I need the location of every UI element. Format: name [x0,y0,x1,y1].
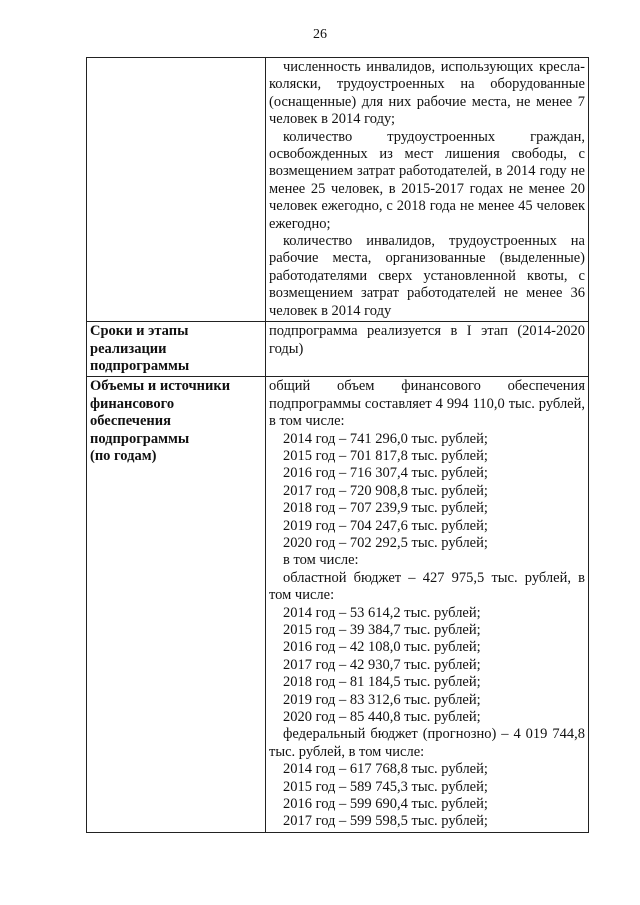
funding-year-line: 2020 год – 85 440,8 тыс. рублей; [283,709,481,726]
row-label-text: Объемы и источники финансового обеспечения подпрограммы (по годам) [90,378,231,464]
timeline-cell [266,322,589,377]
funding-year-line: 2017 год – 599 598,5 тыс. рублей; [283,813,488,830]
funding-total-years [269,431,585,553]
funding-cell [266,377,589,833]
row-label-text: Сроки и этапы реализации подпрограммы [90,323,190,374]
funding-year-line: 2018 год – 707 239,9 тыс. рублей; [283,500,488,517]
indicator-paragraph: численность инвалидов, использующих кресла-коляски, трудоустроенных на оборудованные (оснащенные) для них рабочие места, не менее 7 человек в 2014 году; [269,59,585,128]
funding-year-line: 2017 год – 720 908,8 тыс. рублей; [283,482,488,499]
indicators-cell [266,58,589,322]
row-label [87,58,266,322]
subprogram-passport-table [86,57,589,833]
federal-budget-intro: федеральный бюджет (прогнозно) – 4 019 744,8 тыс. рублей, в том числе: [269,726,585,760]
funding-including-label: в том числе: [283,552,359,569]
funding-total-intro: общий объем финансового обеспечения подпрограммы составляет 4 994 110,0 тыс. рублей, в том числе: [269,378,585,430]
federal-budget-years [269,761,585,831]
funding-year-line: 2019 год – 83 312,6 тыс. рублей; [283,691,481,708]
table-row [87,58,589,322]
row-label [87,322,266,377]
regional-budget-years [269,605,585,727]
funding-year-line: 2014 год – 741 296,0 тыс. рублей; [283,430,488,447]
regional-budget-intro: областной бюджет – 427 975,5 тыс. рублей, в том числе: [269,569,585,604]
row-label [87,377,266,833]
funding-year-line: 2015 год – 701 817,8 тыс. рублей; [283,447,488,464]
funding-year-line: 2015 год – 589 745,3 тыс. рублей; [283,778,488,795]
funding-year-line: 2019 год – 704 247,6 тыс. рублей; [283,517,488,534]
funding-year-line: 2014 год – 617 768,8 тыс. рублей; [283,761,488,778]
funding-year-line: 2017 год – 42 930,7 тыс. рублей; [283,656,481,673]
funding-year-line: 2014 год – 53 614,2 тыс. рублей; [283,604,481,621]
table-row [87,377,589,833]
timeline-paragraph: подпрограмма реализуется в I этап (2014-2020 годы) [269,323,585,357]
indicator-paragraph: количество инвалидов, трудоустроенных на рабочие места, организованные (выделенные) работодателями сверх установленной квоты, с возмещением затрат работодателей не менее 36 человек в 2014 году [269,233,585,319]
funding-year-line: 2020 год – 702 292,5 тыс. рублей; [283,534,488,551]
page-number: 26 [313,27,327,42]
indicator-paragraph: количество трудоустроенных граждан, освобожденных из мест лишения свободы, с возмещением затрат работодателей, в 2014 году не менее 25 человек, в 2015-2017 годах не менее 20 человек ежегодно, с 2018 года не менее 45 человек ежегодно; [269,128,585,232]
funding-year-line: 2016 год – 599 690,4 тыс. рублей; [283,796,488,813]
funding-year-line: 2016 год – 42 108,0 тыс. рублей; [283,639,481,656]
table-row [87,322,589,377]
funding-year-line: 2015 год – 39 384,7 тыс. рублей; [283,622,481,638]
funding-year-line: 2018 год – 81 184,5 тыс. рублей; [283,674,481,691]
funding-year-line: 2016 год – 716 307,4 тыс. рублей; [283,465,488,482]
